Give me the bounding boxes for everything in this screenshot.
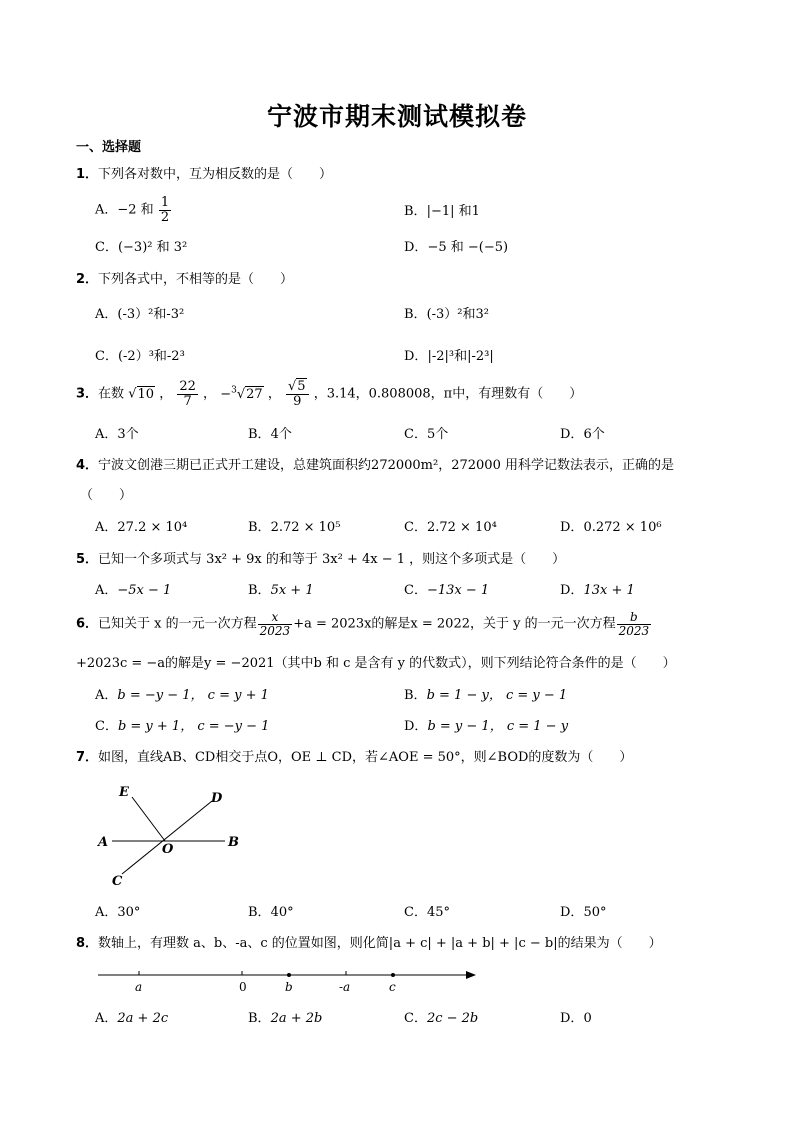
fraction — [617, 611, 652, 637]
q2-option-b[interactable] — [404, 308, 489, 321]
question-stem: 宁波文创港三期已正式开工建设，总建筑面积约272000m²，272000 用科学记数法表示，正确的是 — [98, 458, 674, 473]
question-stem-mid: +a = 2023x的解是x = 2022，关于 y 的一元一次方程 — [293, 616, 616, 632]
option-label: B． — [404, 204, 427, 219]
question-2 — [76, 273, 293, 286]
option-label: D． — [560, 427, 584, 442]
question-stem: 下列各对数中，互为相反数的是（ ） — [98, 167, 333, 182]
option-label: C． — [95, 349, 118, 364]
option-text: (−3)² 和 3² — [117, 240, 188, 255]
option-label: D． — [560, 1011, 584, 1026]
option-label: C． — [95, 240, 118, 255]
minus-sign: − — [220, 386, 232, 402]
point-label-o: O — [162, 842, 174, 857]
option-label: C． — [404, 520, 427, 535]
q7-option-a[interactable] — [95, 906, 140, 919]
option-label: A． — [95, 202, 118, 218]
option-text: 2a + 2b — [270, 1011, 323, 1026]
question-5 — [76, 553, 565, 566]
axis-arrow-icon — [466, 971, 476, 979]
question-stem: 数轴上，有理数 a、b、-a、c 的位置如图，则化简|a + c| + |a + b| + |c − b|的结果为（ ） — [98, 936, 662, 951]
q4-option-c[interactable] — [404, 521, 497, 534]
option-text: 40° — [270, 905, 294, 920]
axis-label-neg-a: -a — [339, 980, 351, 994]
q3-option-b[interactable] — [248, 428, 292, 441]
option-text: −13x − 1 — [426, 583, 490, 598]
option-label: B． — [248, 1011, 271, 1026]
option-text: 0 — [583, 1011, 592, 1026]
question-4 — [76, 459, 674, 472]
q3-option-c[interactable] — [404, 428, 448, 441]
point-label-c: C — [112, 874, 123, 889]
q8-option-b[interactable] — [248, 1012, 322, 1025]
root-index: 3 — [231, 385, 237, 396]
denominator: 2023 — [618, 623, 650, 638]
denominator: 9 — [293, 393, 302, 409]
option-text: 45° — [426, 905, 450, 920]
option-text: b = −y − 1， c = y + 1 — [117, 688, 269, 703]
option-label: A． — [95, 905, 118, 920]
option-text: |-2|³和|-2³| — [427, 349, 494, 364]
option-label: B． — [248, 583, 271, 598]
denominator: 7 — [183, 393, 192, 409]
option-text: b = y + 1， c = −y − 1 — [117, 719, 270, 734]
sqrt-expr: √10 — [128, 386, 155, 402]
option-label: C． — [95, 719, 118, 734]
q6-option-d[interactable] — [404, 720, 568, 733]
cbrt-radicand: 27 — [246, 386, 263, 402]
numerator: √5 — [286, 380, 309, 395]
numerator: b — [617, 611, 652, 625]
option-text: 2c − 2b — [426, 1011, 479, 1026]
ray-oe — [132, 797, 165, 841]
option-label: D． — [560, 520, 584, 535]
option-text: |−1| 和1 — [426, 204, 480, 219]
option-text: b = y − 1， c = 1 − y — [427, 719, 569, 734]
question-number: 2． — [76, 272, 99, 287]
question-stem-pre: 已知关于 x 的一元一次方程 — [98, 616, 257, 632]
q6-option-b[interactable] — [404, 689, 567, 702]
q8-option-a[interactable] — [95, 1012, 168, 1025]
question-6 — [76, 611, 652, 637]
option-text: 0.272 × 10⁶ — [583, 520, 662, 535]
question-stem-pre: 在数 — [98, 386, 125, 402]
option-text: 2a + 2c — [117, 1011, 169, 1026]
option-label: D． — [404, 240, 428, 255]
option-text: 30° — [117, 905, 141, 920]
question-stem: 下列各式中，不相等的是（ ） — [98, 272, 294, 287]
option-label: B． — [404, 688, 427, 703]
question-number: 1． — [76, 167, 99, 182]
q2-option-c[interactable] — [95, 350, 185, 363]
separator: ， — [159, 386, 173, 402]
line-cd — [122, 801, 212, 874]
denominator: 2 — [160, 209, 170, 225]
option-label: B． — [248, 520, 271, 535]
question-stem-cont: （ ） — [80, 488, 133, 503]
option-label: A． — [95, 427, 118, 442]
option-label: A． — [95, 307, 118, 322]
q3-option-a[interactable] — [95, 428, 139, 441]
option-text: 50° — [583, 905, 607, 920]
option-label: A． — [95, 688, 118, 703]
q4-option-a[interactable] — [95, 521, 187, 534]
q1-option-b[interactable] — [404, 205, 480, 218]
option-text: 2.72 × 10⁵ — [270, 520, 341, 535]
axis-label-b: b — [285, 980, 293, 994]
angle-figure — [90, 780, 250, 890]
sqrt-radicand: 10 — [137, 386, 155, 402]
q5-option-b[interactable] — [248, 584, 314, 597]
option-text: (-2）³和-2³ — [117, 349, 185, 364]
numerator: 1 — [160, 195, 170, 210]
option-text: 3个 — [117, 427, 139, 442]
q5-option-d[interactable] — [560, 584, 635, 597]
option-label: C． — [404, 1011, 427, 1026]
option-label: B． — [248, 427, 271, 442]
option-text: 5x + 1 — [270, 583, 314, 598]
option-text: 5个 — [426, 427, 449, 442]
axis-label-zero: 0 — [239, 980, 247, 994]
axis-label-a: a — [135, 980, 143, 994]
q6-option-a[interactable] — [95, 689, 269, 702]
q7-option-d[interactable] — [560, 906, 606, 919]
q5-option-c[interactable] — [404, 584, 489, 597]
point-label-a: A — [98, 835, 109, 850]
fraction — [177, 380, 198, 408]
option-label: B． — [404, 307, 427, 322]
fraction — [258, 611, 293, 637]
q8-option-c[interactable] — [404, 1012, 478, 1025]
point-label-d: D — [211, 791, 223, 806]
question-stem: 如图，直线AB、CD相交于点O，OE ⊥ CD，若∠AOE = 50°，则∠BOD的度数为（ ） — [98, 750, 633, 765]
option-text: (-3）²和3² — [426, 307, 489, 322]
point-c — [391, 973, 395, 977]
option-label: A． — [95, 583, 118, 598]
sqrt-radicand: 5 — [297, 379, 306, 394]
option-label: C． — [404, 583, 427, 598]
q2-option-d[interactable] — [404, 350, 494, 363]
fraction — [159, 196, 171, 224]
question-number: 5． — [76, 552, 99, 567]
question-7 — [76, 751, 632, 764]
question-3 — [76, 380, 582, 408]
q8-option-d[interactable] — [560, 1012, 592, 1025]
denominator: 2023 — [259, 623, 291, 638]
option-text: (-3）²和-3² — [117, 307, 185, 322]
numerator: x — [258, 611, 293, 625]
option-text: 27.2 × 10⁴ — [117, 520, 188, 535]
q5-option-a[interactable] — [95, 584, 171, 597]
option-label: D． — [404, 349, 428, 364]
numerator: 22 — [179, 379, 196, 394]
option-text: 2.72 × 10⁴ — [426, 520, 497, 535]
question-1 — [76, 168, 332, 181]
option-label: B． — [248, 905, 271, 920]
point-b — [287, 973, 291, 977]
q4-option-b[interactable] — [248, 521, 340, 534]
question-stem-cont: +2023c = −a的解是y = −2021（其中b 和 c 是含有 y 的代数式），则下列结论符合条件的是（ ） — [76, 656, 676, 671]
fraction — [286, 380, 309, 408]
point-label-b: B — [228, 835, 239, 850]
separator: ， — [267, 386, 281, 402]
option-label: D． — [560, 583, 584, 598]
option-text: −5x − 1 — [117, 583, 172, 598]
q2-option-a[interactable] — [95, 308, 184, 321]
option-text: 4个 — [270, 427, 292, 442]
option-text: 13x + 1 — [583, 583, 635, 598]
number-line — [90, 962, 490, 998]
q1-option-d[interactable] — [404, 241, 508, 254]
option-text: −2 和 — [117, 202, 154, 218]
separator: ， — [203, 386, 217, 402]
option-label: C． — [404, 905, 427, 920]
cbrt-expr: −$^3$√27 — [220, 385, 263, 402]
question-number: 3． — [76, 386, 99, 402]
question-number: 8． — [76, 936, 99, 951]
option-label: D． — [404, 719, 428, 734]
q6-option-c[interactable] — [95, 720, 269, 733]
page-title: 宁波市期末测试模拟卷 — [266, 102, 527, 131]
q4-option-d[interactable] — [560, 521, 662, 534]
option-label: A． — [95, 1011, 118, 1026]
question-stem: 已知一个多项式与 3x² + 9x 的和等于 3x² + 4x − 1 ，则这个多项式是（ ） — [98, 552, 566, 567]
question-stem-post: ，3.14，0.808008，π中，有理数有（ ） — [313, 386, 583, 402]
question-number: 6． — [76, 616, 99, 632]
option-label: C． — [404, 427, 427, 442]
option-label: A． — [95, 520, 118, 535]
axis-label-c: c — [389, 980, 396, 994]
section-heading: 一、选择题 — [76, 140, 142, 155]
option-text: b = 1 − y， c = y − 1 — [426, 688, 568, 703]
option-text: 6个 — [583, 427, 605, 442]
q1-option-c[interactable] — [95, 241, 187, 254]
option-label: D． — [560, 905, 584, 920]
q7-option-c[interactable] — [404, 906, 450, 919]
question-number: 7． — [76, 750, 99, 765]
question-8 — [76, 937, 662, 950]
question-number: 4． — [76, 458, 99, 473]
q7-option-b[interactable] — [248, 906, 294, 919]
q3-option-d[interactable] — [560, 428, 605, 441]
point-label-e: E — [119, 785, 129, 800]
option-text: −5 和 −(−5) — [427, 240, 509, 255]
q1-option-a[interactable] — [95, 196, 172, 224]
